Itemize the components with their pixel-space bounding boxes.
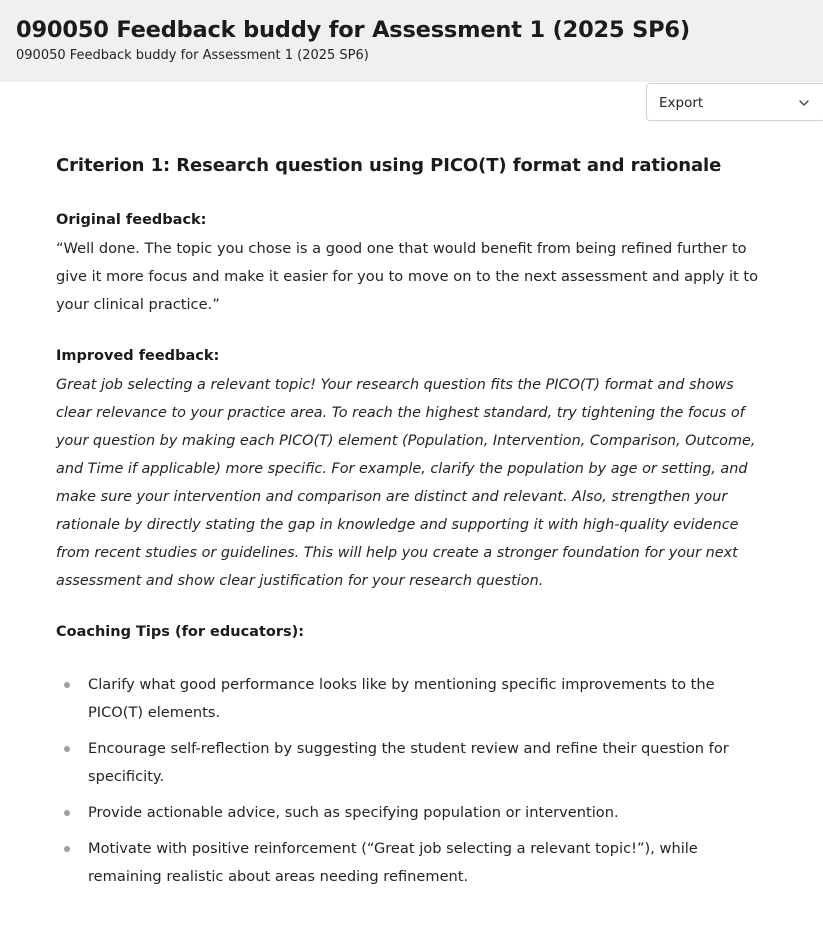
tip-text: Motivate with positive reinforcement (“Great job selecting a relevant topic!”), while remaining realistic about areas needing refinement.	[88, 840, 698, 885]
page-subtitle: 090050 Feedback buddy for Assessment 1 (2025 SP6)	[16, 48, 369, 63]
coaching-tips-list	[56, 671, 768, 899]
export-label: Export	[659, 95, 704, 111]
page-header	[0, 0, 823, 82]
page-title: 090050 Feedback buddy for Assessment 1 (2025 SP6)	[16, 17, 690, 43]
export-dropdown[interactable]	[646, 83, 823, 121]
list-item	[56, 799, 768, 827]
improved-feedback-text: Great job selecting a relevant topic! Your research question fits the PICO(T) format and shows clear relevance to your practice area. To reach the highest standard, try tightening the focus of your question by making each PICO(T) element (Population, Intervention, Comparison, Outcome, and Time if applicable) more specific. For example, clarify the population by age or setting, and make sure your intervention and comparison are distinct and relevant. Also, strengthen your rationale by directly stating the gap in knowledge and supporting it with high-quality evidence from recent studies or guidelines. This will help you create a stronger foundation for your next assessment and show clear justification for your research question.	[56, 377, 756, 589]
bullet-icon	[64, 846, 70, 852]
bullet-icon	[64, 682, 70, 688]
list-item	[56, 735, 768, 791]
improved-feedback-label: Improved feedback:	[56, 348, 220, 364]
tip-text: Clarify what good performance looks like by mentioning specific improvements to the PICO(T) elements.	[88, 676, 715, 721]
list-item	[56, 671, 768, 727]
list-item	[56, 835, 768, 891]
tip-text: Provide actionable advice, such as specifying population or intervention.	[88, 804, 619, 821]
tip-text: Encourage self-reflection by suggesting the student review and refine their question for specificity.	[88, 740, 729, 785]
criterion-heading: Criterion 1: Research question using PICO(T) format and rationale	[56, 155, 722, 176]
bullet-icon	[64, 746, 70, 752]
chevron-down-icon	[798, 97, 810, 109]
original-feedback-label: Original feedback:	[56, 212, 207, 228]
bullet-icon	[64, 810, 70, 816]
original-feedback-text: “Well done. The topic you chose is a good one that would benefit from being refined further to give it more focus and make it easier for you to move on to the next assessment and apply it to your clinical practice.”	[56, 240, 759, 313]
coaching-tips-label: Coaching Tips (for educators):	[56, 624, 305, 640]
